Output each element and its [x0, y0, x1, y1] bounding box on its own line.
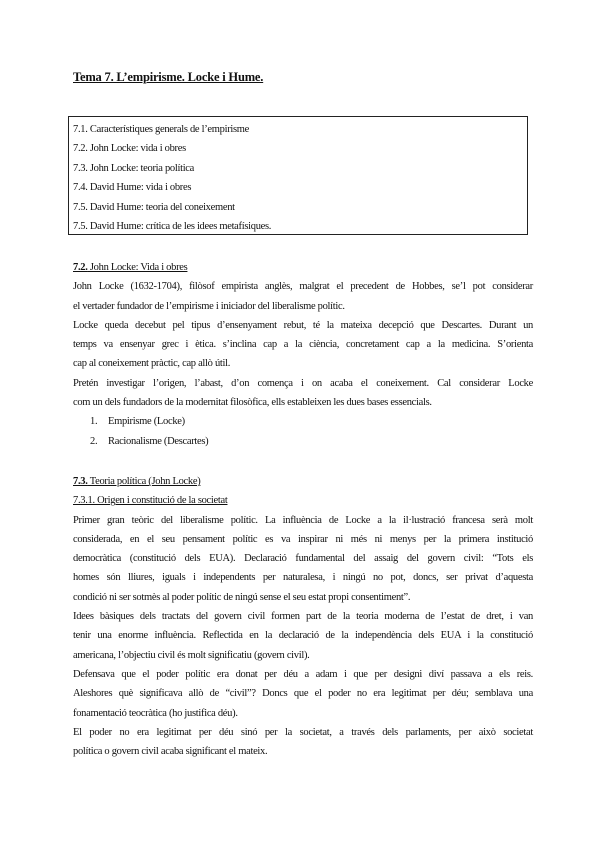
section-number: 7.3. — [73, 476, 88, 487]
section-number: 7.2. — [73, 262, 88, 273]
paragraph-line: temps va ensenyar grec i ètica. s’inclina cap a la ciència, concretament cap a la medicina. S’orienta — [73, 339, 533, 351]
paragraph-line: Pretén investigar l’origen, l’abast, d’on comença i on acaba el coneixement. Cal considerar Locke — [73, 377, 533, 389]
toc-item: 7.1. Característiques generals de l’empirisme — [73, 124, 250, 135]
toc-item: 7.5. David Hume: crítica de les idees metafísiques. — [73, 221, 272, 233]
paragraph-line: cap al coneixement pràctic, cap allò útil. — [73, 358, 231, 370]
paragraph-line: El poder no era legitimat per déu sinó per la societat, a través dels parlaments, per això societat — [73, 726, 533, 738]
paragraph-line: John Locke (1632-1704), filòsof empirista anglès, malgrat el precedent de Hobbes, se’l pot considerar — [73, 281, 533, 293]
paragraph-line: Locke queda decebut pel tipus d’ensenyament rebut, té la mateixa decepció que Descartes. Durant un — [73, 319, 533, 331]
list-item — [73, 412, 533, 431]
section-heading — [73, 258, 533, 277]
paragraph-line: tenir una enorme influència. Reflectida en la declaració de la independència dels EUA i la constitució — [73, 630, 533, 642]
paragraph-line: considerada, en el seu pensament polític es va inspirar ni més ni menys per la primera institució — [73, 533, 533, 545]
section-7-3 — [73, 472, 533, 761]
section-title: John Locke: Vida i obres — [87, 262, 188, 273]
subsection-heading: 7.3.1. Origen i constitució de la societat — [73, 495, 228, 507]
paragraph-line: el vertader fundador de l’empirisme i iniciador del liberalisme polític. — [73, 300, 345, 312]
paragraph-line: homes són lliures, iguals i independents per naturalesa, i ningú no pot, doncs, ser privat d’aquesta — [73, 572, 533, 584]
table-of-contents — [68, 116, 528, 235]
paragraph-line: Idees bàsiques dels tractats del govern civil formen part de la teoria moderna de l’estat de dret, i van — [73, 611, 533, 623]
paragraph-line: condició ni ser sotmès al poder polític de ningú sense el seu estat propi consentiment”. — [73, 591, 411, 603]
paragraph-line: Aleshores què significava allò de “civil”? Doncs que el poder no era legitimat per déu; semblava una — [73, 688, 533, 700]
list-number: 1. — [90, 416, 98, 428]
list-number: 2. — [90, 435, 98, 447]
paragraph-line: política o govern civil acaba significant el mateix. — [73, 746, 268, 758]
document-title: Tema 7. L’empirisme. Locke i Hume. — [73, 70, 264, 84]
paragraph-line: com un dels fundadors de la modernitat filosòfica, ells estableixen les dues bases essencials. — [73, 397, 432, 409]
section-heading — [73, 472, 533, 491]
list-text: Racionalisme (Descartes) — [108, 435, 209, 447]
paragraph-line: Primer gran teòric del liberalisme polític. La influència de Locke a la il·lustració francesa serà molt — [73, 514, 533, 526]
list-item — [73, 432, 533, 451]
toc-item: 7.2. John Locke: vida i obres — [73, 143, 186, 155]
toc-item: 7.4. David Hume: vida i obres — [73, 182, 192, 194]
toc-item: 7.5. David Hume: teoria del coneixement — [73, 201, 235, 213]
toc-item: 7.3. John Locke: teoria política — [73, 162, 195, 174]
list-text: Empirisme (Locke) — [108, 416, 185, 428]
paragraph-line: democràtica (constitució dels EUA). Declaració fundamental del assaig del govern civil: “Tots els — [73, 553, 533, 565]
paragraph-line: fonamentació teocràtica (ho justifica déu). — [73, 707, 238, 719]
section-title: Teoria política (John Locke) — [87, 476, 201, 487]
paragraph-line: americana, l’objectiu civil és molt significatiu (govern civil). — [73, 649, 310, 661]
section-7-2 — [73, 258, 533, 451]
paragraph-line: Defensava que el poder polític era donat per déu a adam i que per designi diví passava a els reis. — [73, 668, 533, 680]
